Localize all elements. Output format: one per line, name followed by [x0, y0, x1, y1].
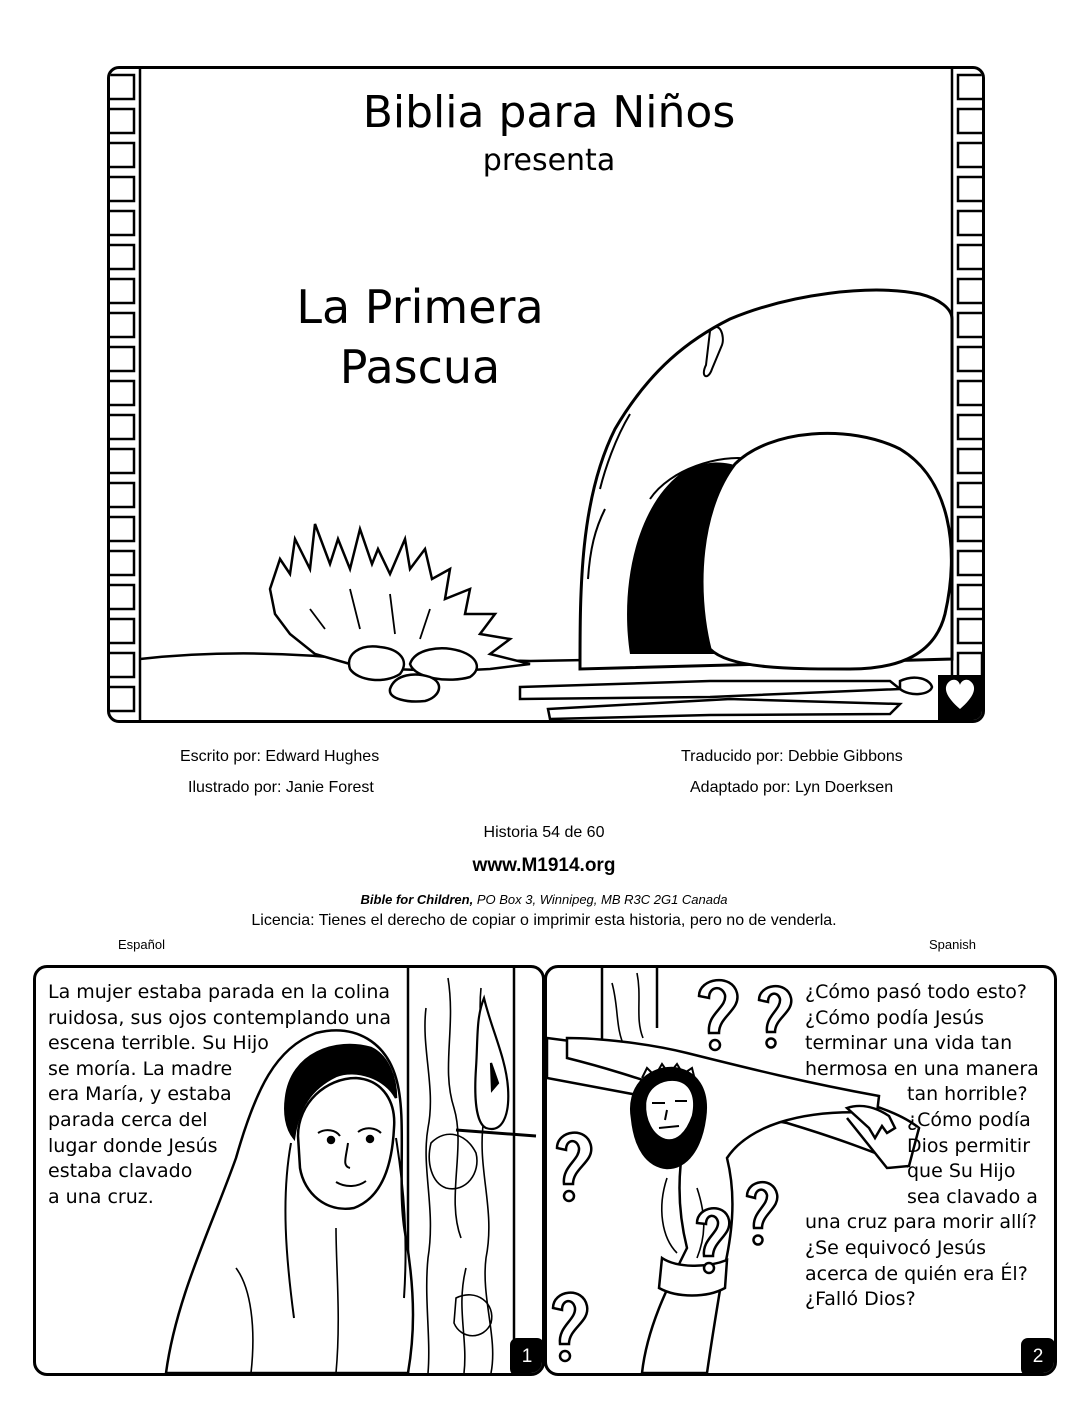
panel-2-line: ¿Cómo podía Jesús: [805, 1006, 984, 1029]
panel-1-text: [48, 980, 391, 1210]
panel-2-line: sea clavado a: [907, 1185, 1038, 1208]
panel-1-line: se moría. La madre: [48, 1057, 233, 1080]
story-title-line2: Pascua: [339, 340, 501, 394]
panel-2-line: que Su Hijo: [907, 1160, 1016, 1183]
heart-logo-icon: [938, 675, 982, 720]
credit-illustrated: Ilustrado por: Janie Forest: [188, 779, 374, 796]
story-number: Historia 54 de 60: [483, 824, 605, 841]
publisher-org: Bible for Children,: [360, 892, 474, 907]
panel-1-line: era María, y estaba: [48, 1083, 232, 1106]
panel-2-line: ¿Cómo podía: [907, 1108, 1031, 1131]
panel-2-line: ¿Se equivocó Jesús: [805, 1236, 987, 1259]
presenta-label: presenta: [482, 143, 616, 178]
rolled-stone: [702, 433, 951, 669]
panel-2-line: hermosa en una manera: [805, 1057, 1039, 1080]
panel-2-line: acerca de quién era Él?: [805, 1262, 1028, 1285]
panel-2-line: ¿Cómo pasó todo esto?: [805, 981, 1027, 1003]
panel-1-line: ruidosa, sus ojos contemplando una: [48, 1006, 392, 1029]
panel-1-line: a una cruz.: [48, 1185, 154, 1208]
language-left: Español: [118, 937, 165, 952]
license-text: Licencia: Tienes el derecho de copiar o imprimir esta historia, pero no de venderla.: [251, 912, 837, 929]
panel-2: [544, 965, 1057, 1376]
page-number-2: 2: [1021, 1338, 1055, 1376]
panel-1-line: escena terrible. Su Hijo: [48, 1032, 269, 1055]
language-right: Spanish: [929, 937, 976, 952]
grave-clothes: [520, 678, 932, 719]
panel-2-line: tan horrible?: [907, 1083, 1028, 1106]
cross-beam: [408, 968, 514, 1373]
panel-1-line: La mujer estaba parada en la colina: [48, 981, 391, 1003]
panel-1-line: lugar donde Jesús: [48, 1134, 218, 1157]
panel-1-line: parada cerca del: [48, 1108, 208, 1131]
publisher-address-rest: PO Box 3, Winnipeg, MB R3C 2G1 Canada: [473, 892, 728, 907]
series-title: Biblia para Niños: [362, 87, 736, 138]
cover-illustration: [107, 66, 985, 723]
story-title: [275, 277, 565, 397]
panel-2-line: Dios permitir: [907, 1134, 1031, 1157]
publisher-address: [0, 892, 1088, 907]
panel-2-line: ¿Falló Dios?: [805, 1288, 916, 1311]
panel-1-line: estaba clavado: [48, 1160, 193, 1183]
panel-1: [33, 965, 545, 1376]
bush: [270, 524, 530, 671]
panel-2-line: terminar una vida tan: [805, 1032, 1013, 1055]
website-link[interactable]: www.M1914.org: [472, 855, 616, 876]
panel-2-text: [805, 980, 1039, 1313]
nailed-feet: [456, 998, 536, 1136]
credit-adapted: Adaptado por: Lyn Doerksen: [690, 779, 894, 796]
panel-2-line: una cruz para morir allí?: [805, 1211, 1037, 1234]
page-number-1: 1: [510, 1338, 544, 1376]
credit-translated: Traducido por: Debbie Gibbons: [681, 748, 903, 765]
credit-written: Escrito por: Edward Hughes: [180, 748, 380, 765]
story-title-line1: La Primera: [296, 280, 544, 334]
